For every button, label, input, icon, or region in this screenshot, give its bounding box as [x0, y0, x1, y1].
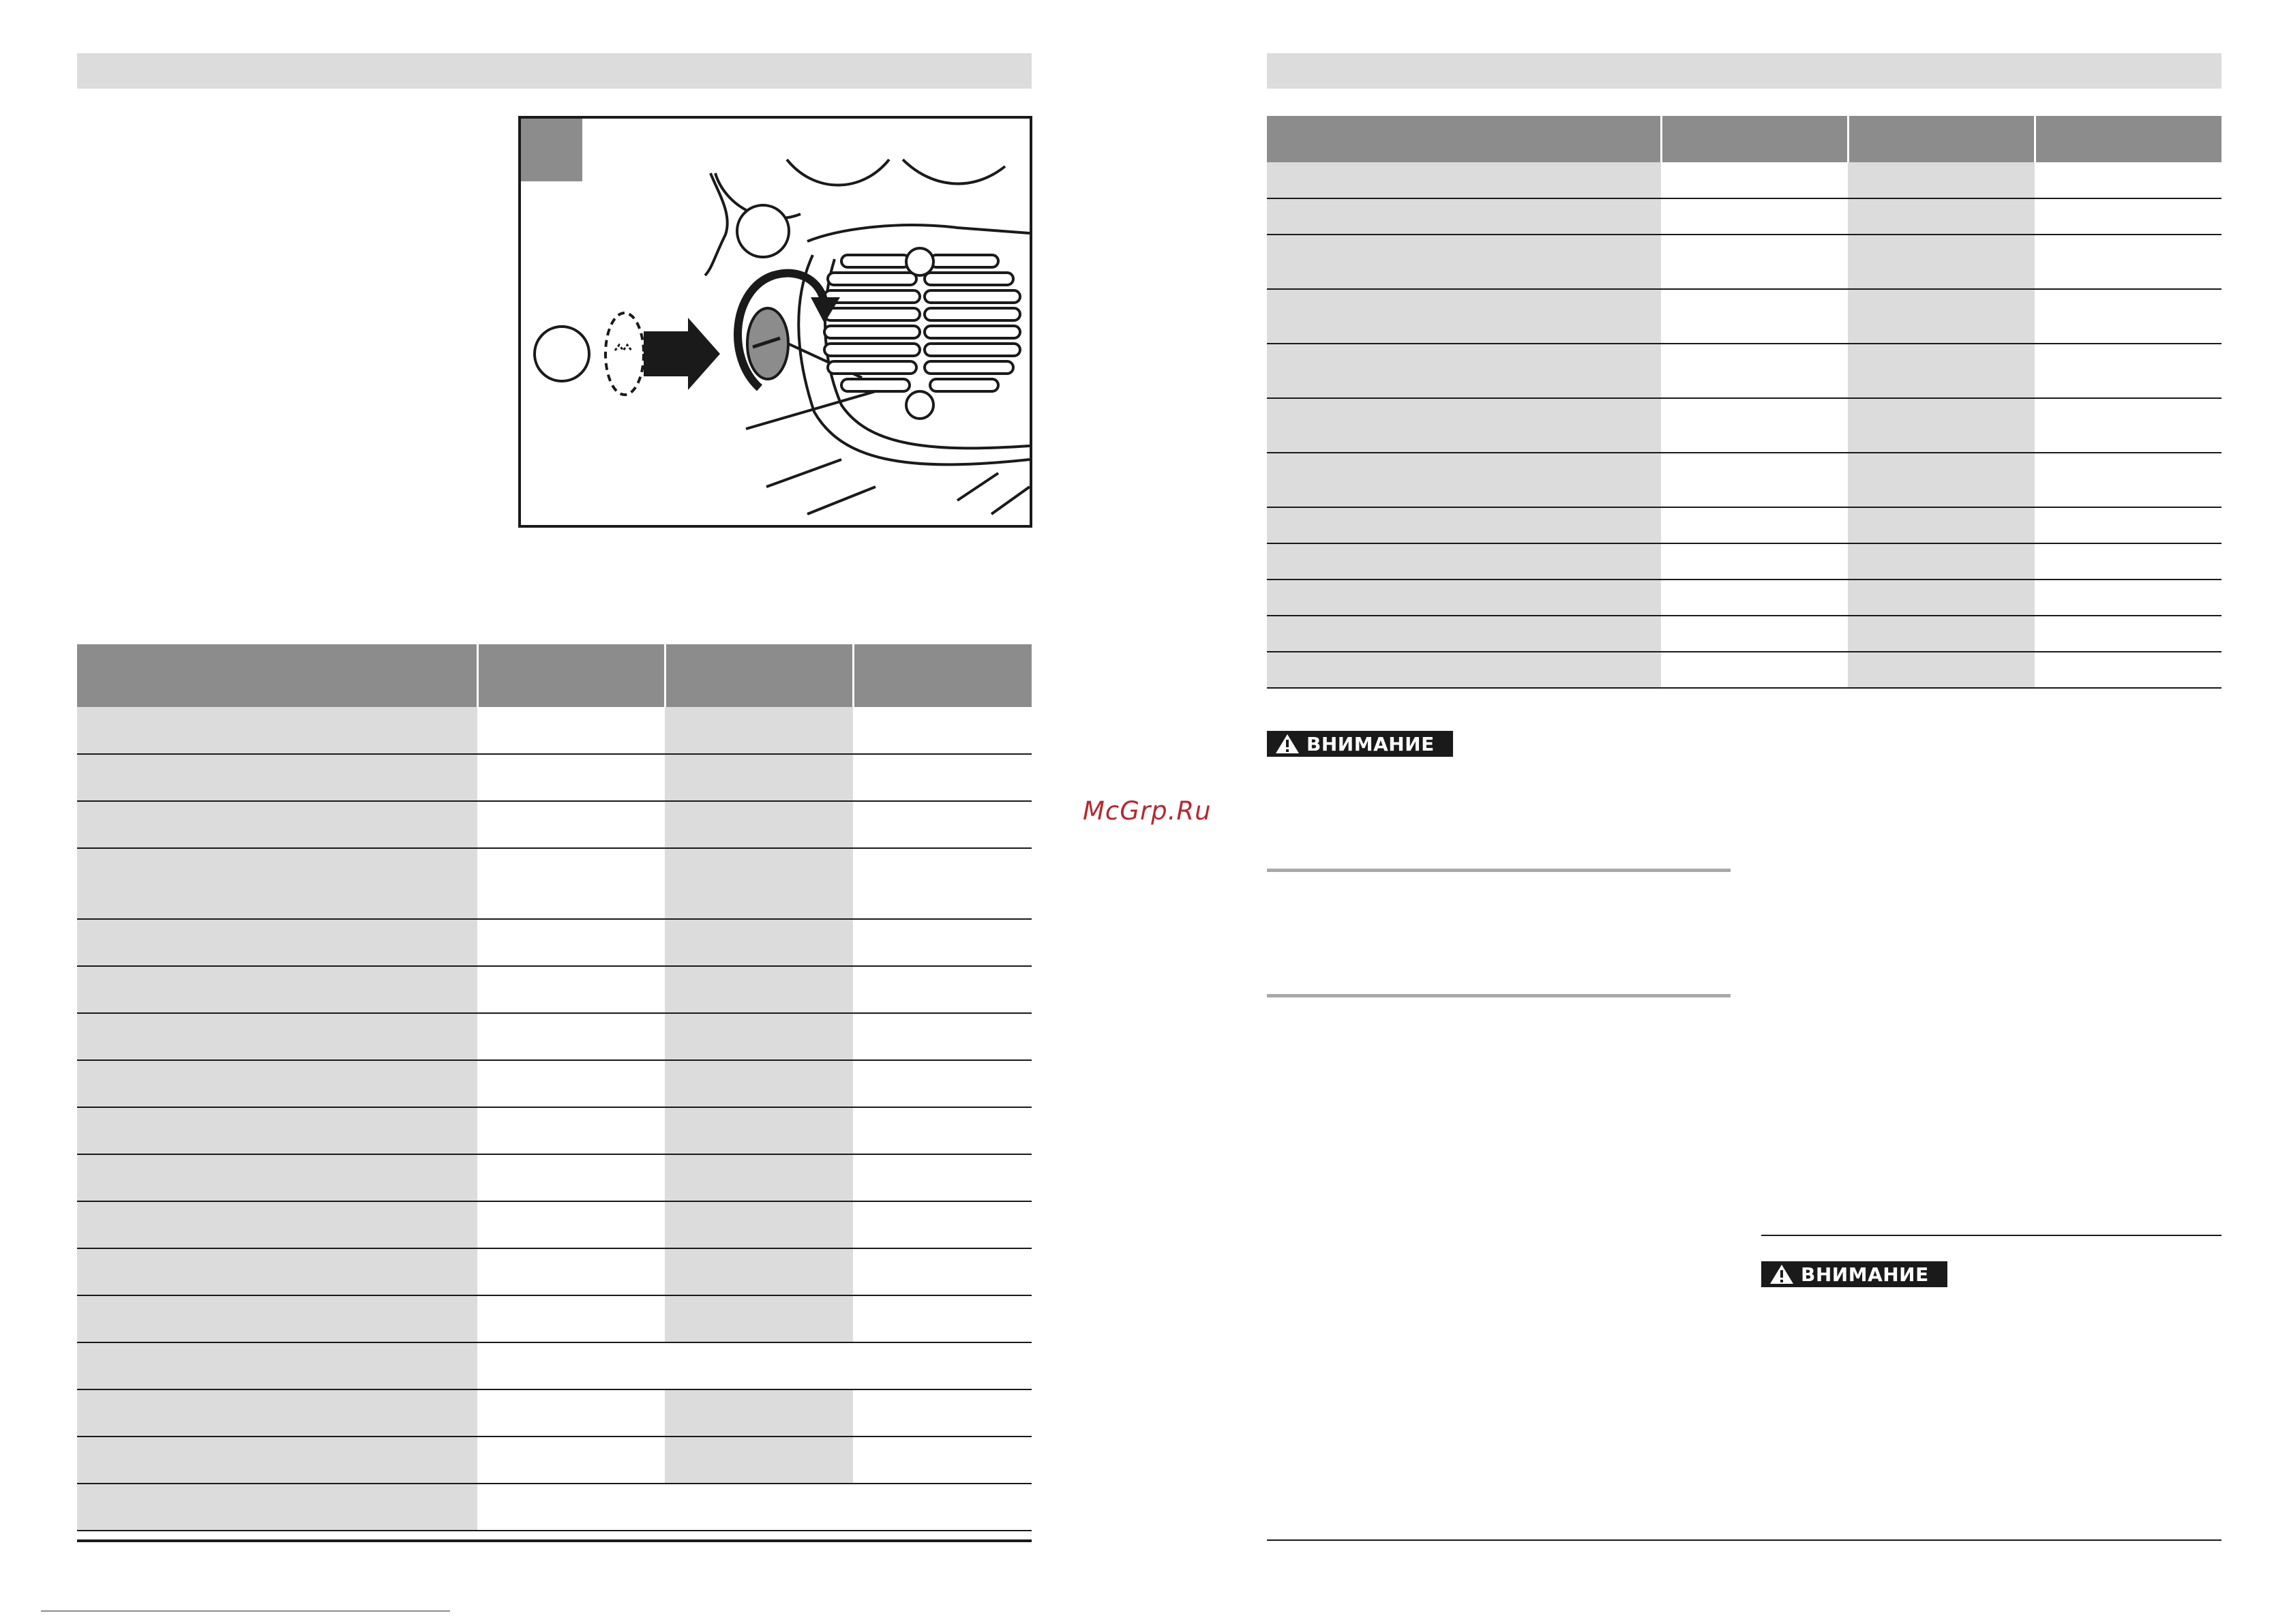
right-page-header-bar: [1267, 53, 2221, 89]
table-row: [1267, 289, 2221, 344]
warning-label: ВНИМАНИЕ: [1801, 1263, 1929, 1286]
table-row: [1267, 616, 2221, 652]
warning-triangle-icon: [1275, 734, 1300, 754]
table-header-cell: [77, 644, 477, 707]
warning-triangle-icon: [1769, 1264, 1794, 1284]
table-row: [1267, 453, 2221, 507]
table-row: [77, 707, 1032, 754]
section-divider: [1267, 994, 1731, 997]
table-header-cell: [2035, 116, 2221, 162]
table-row: [77, 754, 1032, 801]
table-header-cell: [477, 644, 665, 707]
warning-badge: [1761, 1261, 1947, 1287]
table-row: [1267, 344, 2221, 398]
right-spec-table: [1267, 116, 2221, 689]
watermark-text: McGrp.Ru: [1083, 796, 1212, 826]
table-row: [77, 1013, 1032, 1060]
table-row: [1267, 507, 2221, 543]
table-header-row: [77, 644, 1032, 707]
table-row: [77, 801, 1032, 848]
right-page-bottom-rule: [1267, 1539, 2221, 1541]
table-header-cell: [1661, 116, 1848, 162]
table-row: [1267, 398, 2221, 453]
callout-circle-left: [535, 327, 589, 381]
left-spec-table: [77, 644, 1032, 1531]
left-page-bottom-rule: [77, 1539, 1032, 1542]
table-row-merged: [77, 1484, 1032, 1531]
table-row: [1267, 162, 2221, 198]
vent-grille: [824, 248, 1020, 419]
table-header-cell: [1267, 116, 1661, 162]
table-row: [77, 1389, 1032, 1437]
table-row: [1267, 198, 2221, 235]
table-row: [77, 1154, 1032, 1201]
table-header-cell: [1848, 116, 2035, 162]
battery-cover-illustration: [521, 119, 1030, 525]
arrow-right-icon: [644, 318, 720, 390]
battery-cover-figure: [518, 116, 1032, 528]
table-row: [77, 1248, 1032, 1295]
table-row: [77, 966, 1032, 1013]
table-header-cell: [665, 644, 853, 707]
table-row: [1267, 543, 2221, 580]
table-row: [77, 1060, 1032, 1107]
callout-circle-upper: [737, 205, 789, 257]
table-row: [77, 919, 1032, 966]
battery-cover-icon: [605, 313, 644, 395]
left-page-header-bar: [77, 53, 1032, 89]
left-page-footer-line: [41, 1610, 450, 1612]
table-header-row: [1267, 116, 2221, 162]
table-row: [1267, 652, 2221, 688]
section-divider: [1761, 1235, 2221, 1236]
table-row: [77, 1295, 1032, 1342]
warning-badge: [1267, 731, 1453, 757]
table-row-merged: [77, 1342, 1032, 1389]
table-row: [77, 1201, 1032, 1248]
table-row: [77, 1437, 1032, 1484]
table-header-cell: [853, 644, 1032, 707]
warning-label: ВНИМАНИЕ: [1306, 732, 1435, 755]
section-divider: [1267, 869, 1731, 872]
table-row: [77, 848, 1032, 919]
table-row: [1267, 235, 2221, 289]
table-row: [77, 1107, 1032, 1154]
table-row: [1267, 580, 2221, 616]
